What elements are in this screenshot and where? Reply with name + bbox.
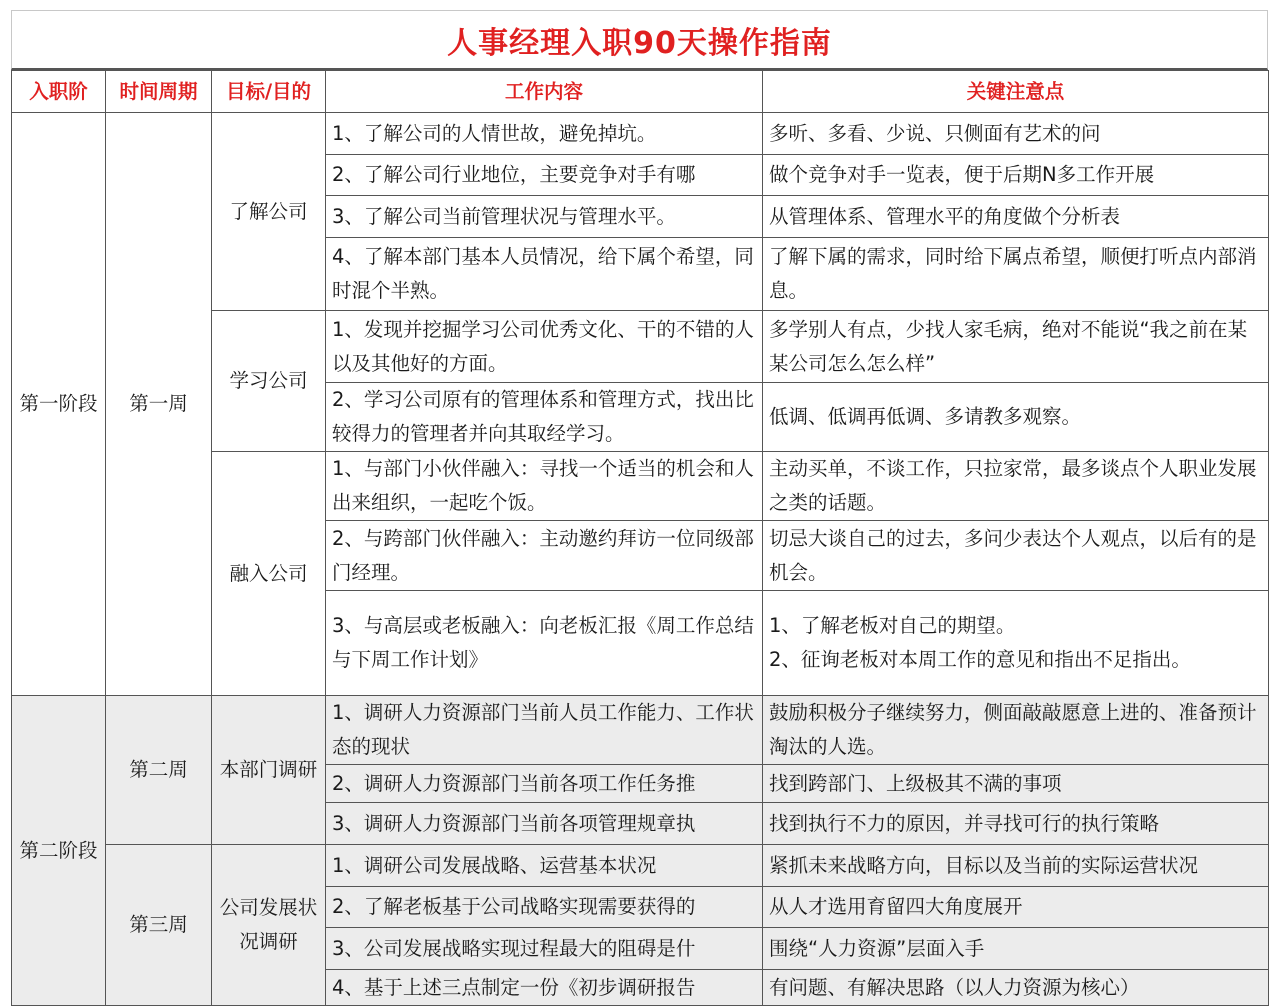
content-cell: 1、与部门小伙伴融入：寻找一个适当的机会和人出来组织，一起吃个饭。	[326, 452, 763, 521]
note-cell: 围绕“人力资源”层面入手	[763, 928, 1269, 970]
note-cell: 切忌大谈自己的过去，多问少表达个人观点，以后有的是机会。	[763, 521, 1269, 591]
note-cell: 多听、多看、少说、只侧面有艺术的问	[763, 113, 1269, 155]
goal-cell: 学习公司	[212, 311, 326, 452]
content-cell: 2、了解公司行业地位，主要竞争对手有哪	[326, 155, 763, 196]
content-cell: 2、调研人力资源部门当前各项工作任务推	[326, 765, 763, 803]
goal-cell: 公司发展状况调研	[212, 845, 326, 1006]
note-cell	[763, 591, 1269, 696]
table-row	[12, 845, 1269, 887]
note-cell: 多学别人有点，少找人家毛病，绝对不能说“我之前在某某公司怎么怎么样”	[763, 311, 1269, 383]
note-cell: 低调、低调再低调、多请教多观察。	[763, 383, 1269, 452]
content-cell: 1、了解公司的人情世故，避免掉坑。	[326, 113, 763, 155]
note-cell: 从人才选用育留四大角度展开	[763, 887, 1269, 928]
content-cell: 3、了解公司当前管理状况与管理水平。	[326, 196, 763, 238]
goal-cell: 融入公司	[212, 452, 326, 696]
note-cell: 有问题、有解决思路（以人力资源为核心）	[763, 970, 1269, 1006]
content-cell: 1、发现并挖掘学习公司优秀文化、干的不错的人以及其他好的方面。	[326, 311, 763, 383]
header-note: 关键注意点	[763, 71, 1269, 113]
guide-sheet	[11, 10, 1268, 1006]
content-cell: 1、调研人力资源部门当前人员工作能力、工作状态的现状	[326, 696, 763, 765]
week-cell: 第二周	[106, 696, 212, 845]
header-content: 工作内容	[326, 71, 763, 113]
content-cell: 2、学习公司原有的管理体系和管理方式，找出比较得力的管理者并向其取经学习。	[326, 383, 763, 452]
content-cell: 3、与高层或老板融入：向老板汇报《周工作总结与下周工作计划》	[326, 591, 763, 696]
header-stage: 入职阶	[12, 71, 106, 113]
note-cell: 从管理体系、管理水平的角度做个分析表	[763, 196, 1269, 238]
week-cell: 第一周	[106, 113, 212, 696]
note-cell: 做个竞争对手一览表，便于后期N多工作开展	[763, 155, 1269, 196]
goal-cell: 本部门调研	[212, 696, 326, 845]
sheet-title: 人事经理入职90天操作指南	[11, 10, 1268, 70]
header-row	[12, 71, 1269, 113]
header-goal: 目标/目的	[212, 71, 326, 113]
goal-cell: 了解公司	[212, 113, 326, 311]
content-cell: 4、了解本部门基本人员情况，给下属个希望，同时混个半熟。	[326, 238, 763, 311]
note-cell: 主动买单，不谈工作，只拉家常，最多谈点个人职业发展之类的话题。	[763, 452, 1269, 521]
header-period: 时间周期	[106, 71, 212, 113]
stage-cell: 第二阶段	[12, 696, 106, 1006]
table-row	[12, 696, 1269, 765]
note-line: 2、征询老板对本周工作的意见和指出不足指出。	[769, 648, 1191, 671]
content-cell: 1、调研公司发展战略、运营基本状况	[326, 845, 763, 887]
table-row	[12, 113, 1269, 155]
content-cell: 3、公司发展战略实现过程最大的阻碍是什	[326, 928, 763, 970]
content-cell: 2、与跨部门伙伴融入：主动邀约拜访一位同级部门经理。	[326, 521, 763, 591]
guide-table	[11, 70, 1269, 1006]
note-cell: 鼓励积极分子继续努力，侧面敲敲愿意上进的、准备预计淘汰的人选。	[763, 696, 1269, 765]
note-line: 1、了解老板对自己的期望。	[769, 614, 1016, 637]
week-cell: 第三周	[106, 845, 212, 1006]
content-cell: 3、调研人力资源部门当前各项管理规章执	[326, 803, 763, 845]
content-cell: 2、了解老板基于公司战略实现需要获得的	[326, 887, 763, 928]
content-cell: 4、基于上述三点制定一份《初步调研报告	[326, 970, 763, 1006]
note-cell: 找到跨部门、上级极其不满的事项	[763, 765, 1269, 803]
note-cell: 紧抓未来战略方向，目标以及当前的实际运营状况	[763, 845, 1269, 887]
stage-cell: 第一阶段	[12, 113, 106, 696]
note-cell: 了解下属的需求，同时给下属点希望，顺便打听点内部消息。	[763, 238, 1269, 311]
note-cell: 找到执行不力的原因，并寻找可行的执行策略	[763, 803, 1269, 845]
